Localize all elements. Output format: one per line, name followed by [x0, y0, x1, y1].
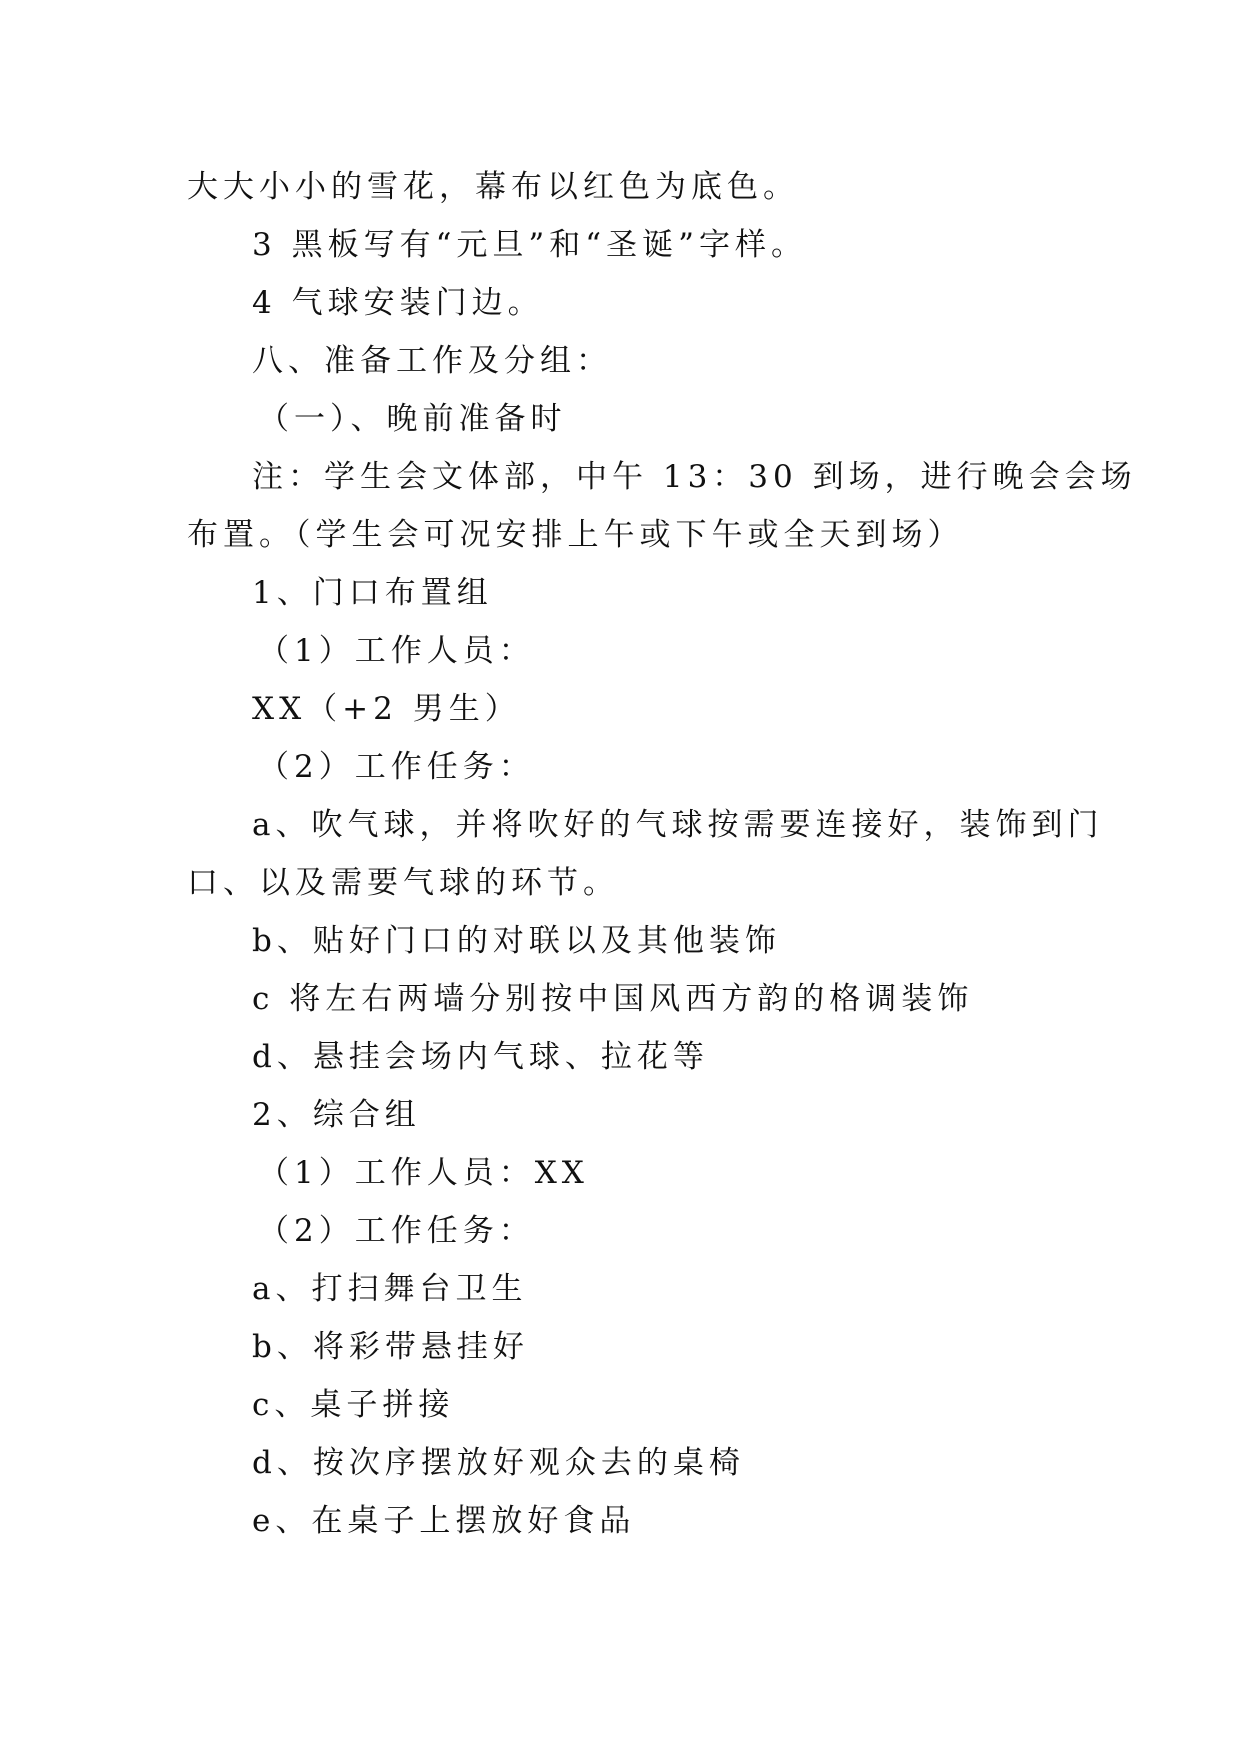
text-line: 3 黑板写有“元旦”和“圣诞”字样。: [252, 227, 807, 263]
list-item: e、在桌子上摆放好食品: [252, 1503, 636, 1539]
list-item: d、悬挂会场内气球、拉花等: [252, 1039, 709, 1075]
group-heading: 1、门口布置组: [252, 575, 493, 611]
text-line: 布置。（学生会可况安排上午或下午或全天到场）: [187, 517, 964, 553]
list-item: c 将左右两墙分别按中国风西方韵的格调装饰: [252, 981, 974, 1017]
text-line: 大大小小的雪花，幕布以红色为底色。: [187, 169, 799, 205]
text-line: （2）工作任务：: [258, 1213, 535, 1249]
list-item: a、吹气球，并将吹好的气球按需要连接好，装饰到门: [252, 807, 1104, 843]
list-item-continuation: 口、以及需要气球的环节。: [187, 865, 619, 901]
text-line: （2）工作任务：: [258, 749, 535, 785]
text-line: 注：学生会文体部，中午 13：30 到场，进行晚会会场: [252, 459, 1137, 495]
group-heading: 2、综合组: [252, 1097, 421, 1133]
list-item: a、打扫舞台卫生: [252, 1271, 528, 1307]
section-heading: 八、准备工作及分组：: [252, 343, 612, 379]
subsection-heading: （一）、晚前准备时: [258, 401, 567, 437]
text-line: XX（+2 男生）: [252, 691, 521, 727]
list-item: b、贴好门口的对联以及其他装饰: [252, 923, 781, 959]
list-item: c、桌子拼接: [252, 1387, 455, 1423]
text-line: （1）工作人员：XX: [258, 1155, 589, 1191]
list-item: d、按次序摆放好观众去的桌椅: [252, 1445, 745, 1481]
text-line: （1）工作人员：: [258, 633, 535, 669]
text-line: 4 气球安装门边。: [252, 285, 544, 321]
list-item: b、将彩带悬挂好: [252, 1329, 529, 1365]
